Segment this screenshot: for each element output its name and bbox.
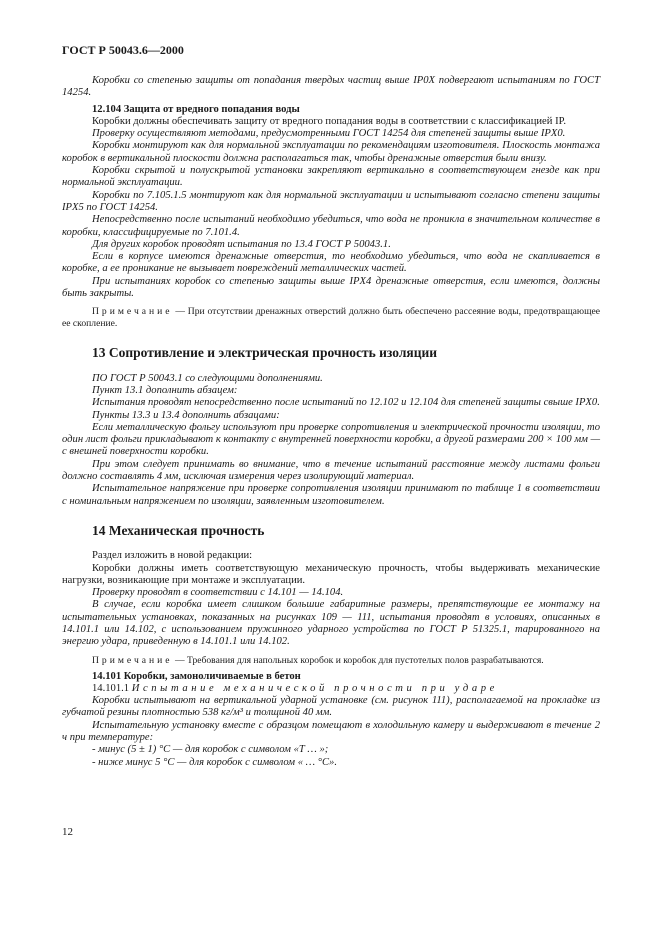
note-text: — При отсутствии дренажных отверстий должно быть обеспечено рассеяние воды, предотвращающее ее скопление. bbox=[62, 306, 600, 330]
section-heading-13: 13 Сопротивление и электрическая прочность изоляции bbox=[92, 345, 438, 361]
paragraph: Непосредственно после испытаний необходимо убедиться, что вода не проникла в значительном количестве в коробки, классифицируемые по 7.101.4. bbox=[62, 214, 600, 238]
list-item: - ниже минус 5 °С — для коробок с символом « … °С». bbox=[92, 756, 337, 768]
paragraph: Испытательное напряжение при проверке сопротивления изоляции принимают по таблице 1 в соответствии с номинальным напряжением по изоляции, заявленным изготовителем. bbox=[62, 483, 600, 507]
page-number: 12 bbox=[62, 826, 73, 838]
heading-number: 14.101.1 bbox=[92, 682, 132, 694]
paragraph: Коробки по 7.105.1.5 монтируют как для нормальной эксплуатации и испытывают согласно степени защиты IPX5 по ГОСТ 14254. bbox=[62, 189, 600, 213]
subsection-heading-12-104: 12.104 Защита от вредного попадания воды bbox=[92, 103, 300, 115]
paragraph: Пункты 13.3 и 13.4 дополнить абзацами: bbox=[92, 409, 280, 421]
document-body bbox=[62, 75, 600, 769]
paragraph: Пункт 13.1 дополнить абзацем: bbox=[92, 384, 238, 396]
paragraph: В случае, если коробка имеет слишком большие габаритные размеры, препятствующие ее монтажу на испытательных установках, показанных на рисунках 109 — 111, испытания проводят в условиях, описанных в 14.101.1 или 14.102, с использованием пружинного ударного устройства по ГОСТ Р 51325.1, тарированного на энергию удара, приведенную в 14.101.1 или 14.102. bbox=[62, 599, 600, 648]
section-heading-14: 14 Механическая прочность bbox=[92, 522, 265, 538]
paragraph: Испытательную установку вместе с образцом помещают в холодильную камеру и выдерживают в течение 2 ч при температуре: bbox=[62, 719, 600, 744]
paragraph: Коробки испытывают на вертикальной ударной установке (см. рисунок 111), располагаемой на прокладке из губчатой резины плотностью 538 кг/м³ и толщиной 40 мм. bbox=[62, 695, 600, 719]
heading-title: Испытание механической прочности при ударе bbox=[131, 682, 498, 694]
note-label: Примечание bbox=[92, 306, 173, 318]
paragraph: ПО ГОСТ Р 50043.1 со следующими дополнениями. bbox=[92, 372, 323, 384]
paragraph: Проверку осуществляют методами, предусмотренными ГОСТ 14254 для степеней защиты выше IPX0. bbox=[92, 128, 566, 140]
paragraph: При этом следует принимать во внимание, что в течение испытаний расстояние между листами фольги должно составлять 4 мм, исключая измерения через изолирующий материал. bbox=[62, 458, 600, 483]
paragraph: Коробки должны иметь соответствующую механическую прочность, чтобы выдерживать механические нагрузки, возникающие при монтаже и эксплуатации. bbox=[62, 562, 600, 586]
note-text: — Требования для напольных коробок и коробок для пустотелых полов разрабатываются. bbox=[172, 654, 544, 666]
paragraph: Коробки должны обеспечивать защиту от вредного попадания воды в соответствии с классификацией IP. bbox=[92, 115, 566, 127]
paragraph: Для других коробок проводят испытания по 13.4 ГОСТ Р 50043.1. bbox=[92, 238, 391, 250]
paragraph: Коробки скрытой и полускрытой установки закрепляют вертикально в соответствующем гнезде как при нормальной эксплуатации. bbox=[62, 165, 600, 189]
subsubsection-heading-14-101-1 bbox=[62, 683, 600, 695]
paragraph: Проверку проводят в соответствии с 14.101 — 14.104. bbox=[92, 587, 344, 599]
note bbox=[62, 655, 600, 667]
paragraph: При испытаниях коробок со степенью защиты выше IPX4 дренажные отверстия, если имеются, должны быть закрыты. bbox=[62, 275, 600, 300]
note bbox=[62, 306, 600, 330]
paragraph: Испытания проводят непосредственно после испытаний по 12.102 и 12.104 для степеней защиты свыше IPX0. bbox=[92, 397, 600, 409]
page-header-standard-id: ГОСТ Р 50043.6—2000 bbox=[62, 43, 184, 57]
subsection-heading-14-101: 14.101 Коробки, замоноличиваемые в бетон bbox=[92, 670, 301, 682]
list-item: - минус (5 ± 1) °С — для коробок с символом «Т … »; bbox=[92, 744, 329, 756]
paragraph: Коробки монтируют как для нормальной эксплуатации по рекомендациям изготовителя. Плоскость монтажа коробок в вертикальной плоскости должна располагаться так, чтобы дренажные отверстия были внизу. bbox=[62, 140, 600, 164]
paragraph: Коробки со степенью защиты от попадания твердых частиц выше IP0X подвергают испытаниям по ГОСТ 14254. bbox=[62, 75, 600, 99]
paragraph: Если в корпусе имеются дренажные отверстия, то необходимо убедиться, что вода не скапливается в коробке, а ее проникание не вызывает повреждений металлических частей. bbox=[62, 251, 600, 275]
note-label: Примечание bbox=[92, 654, 173, 666]
paragraph: Раздел изложить в новой редакции: bbox=[92, 550, 253, 562]
paragraph: Если металлическую фольгу используют при проверке сопротивления и электрической прочности изоляции, то один лист фольги прикладывают к контакту с внутренней поверхности коробки, а другой размерами 200 × 100 мм — с внешней поверхности коробки. bbox=[62, 421, 600, 458]
